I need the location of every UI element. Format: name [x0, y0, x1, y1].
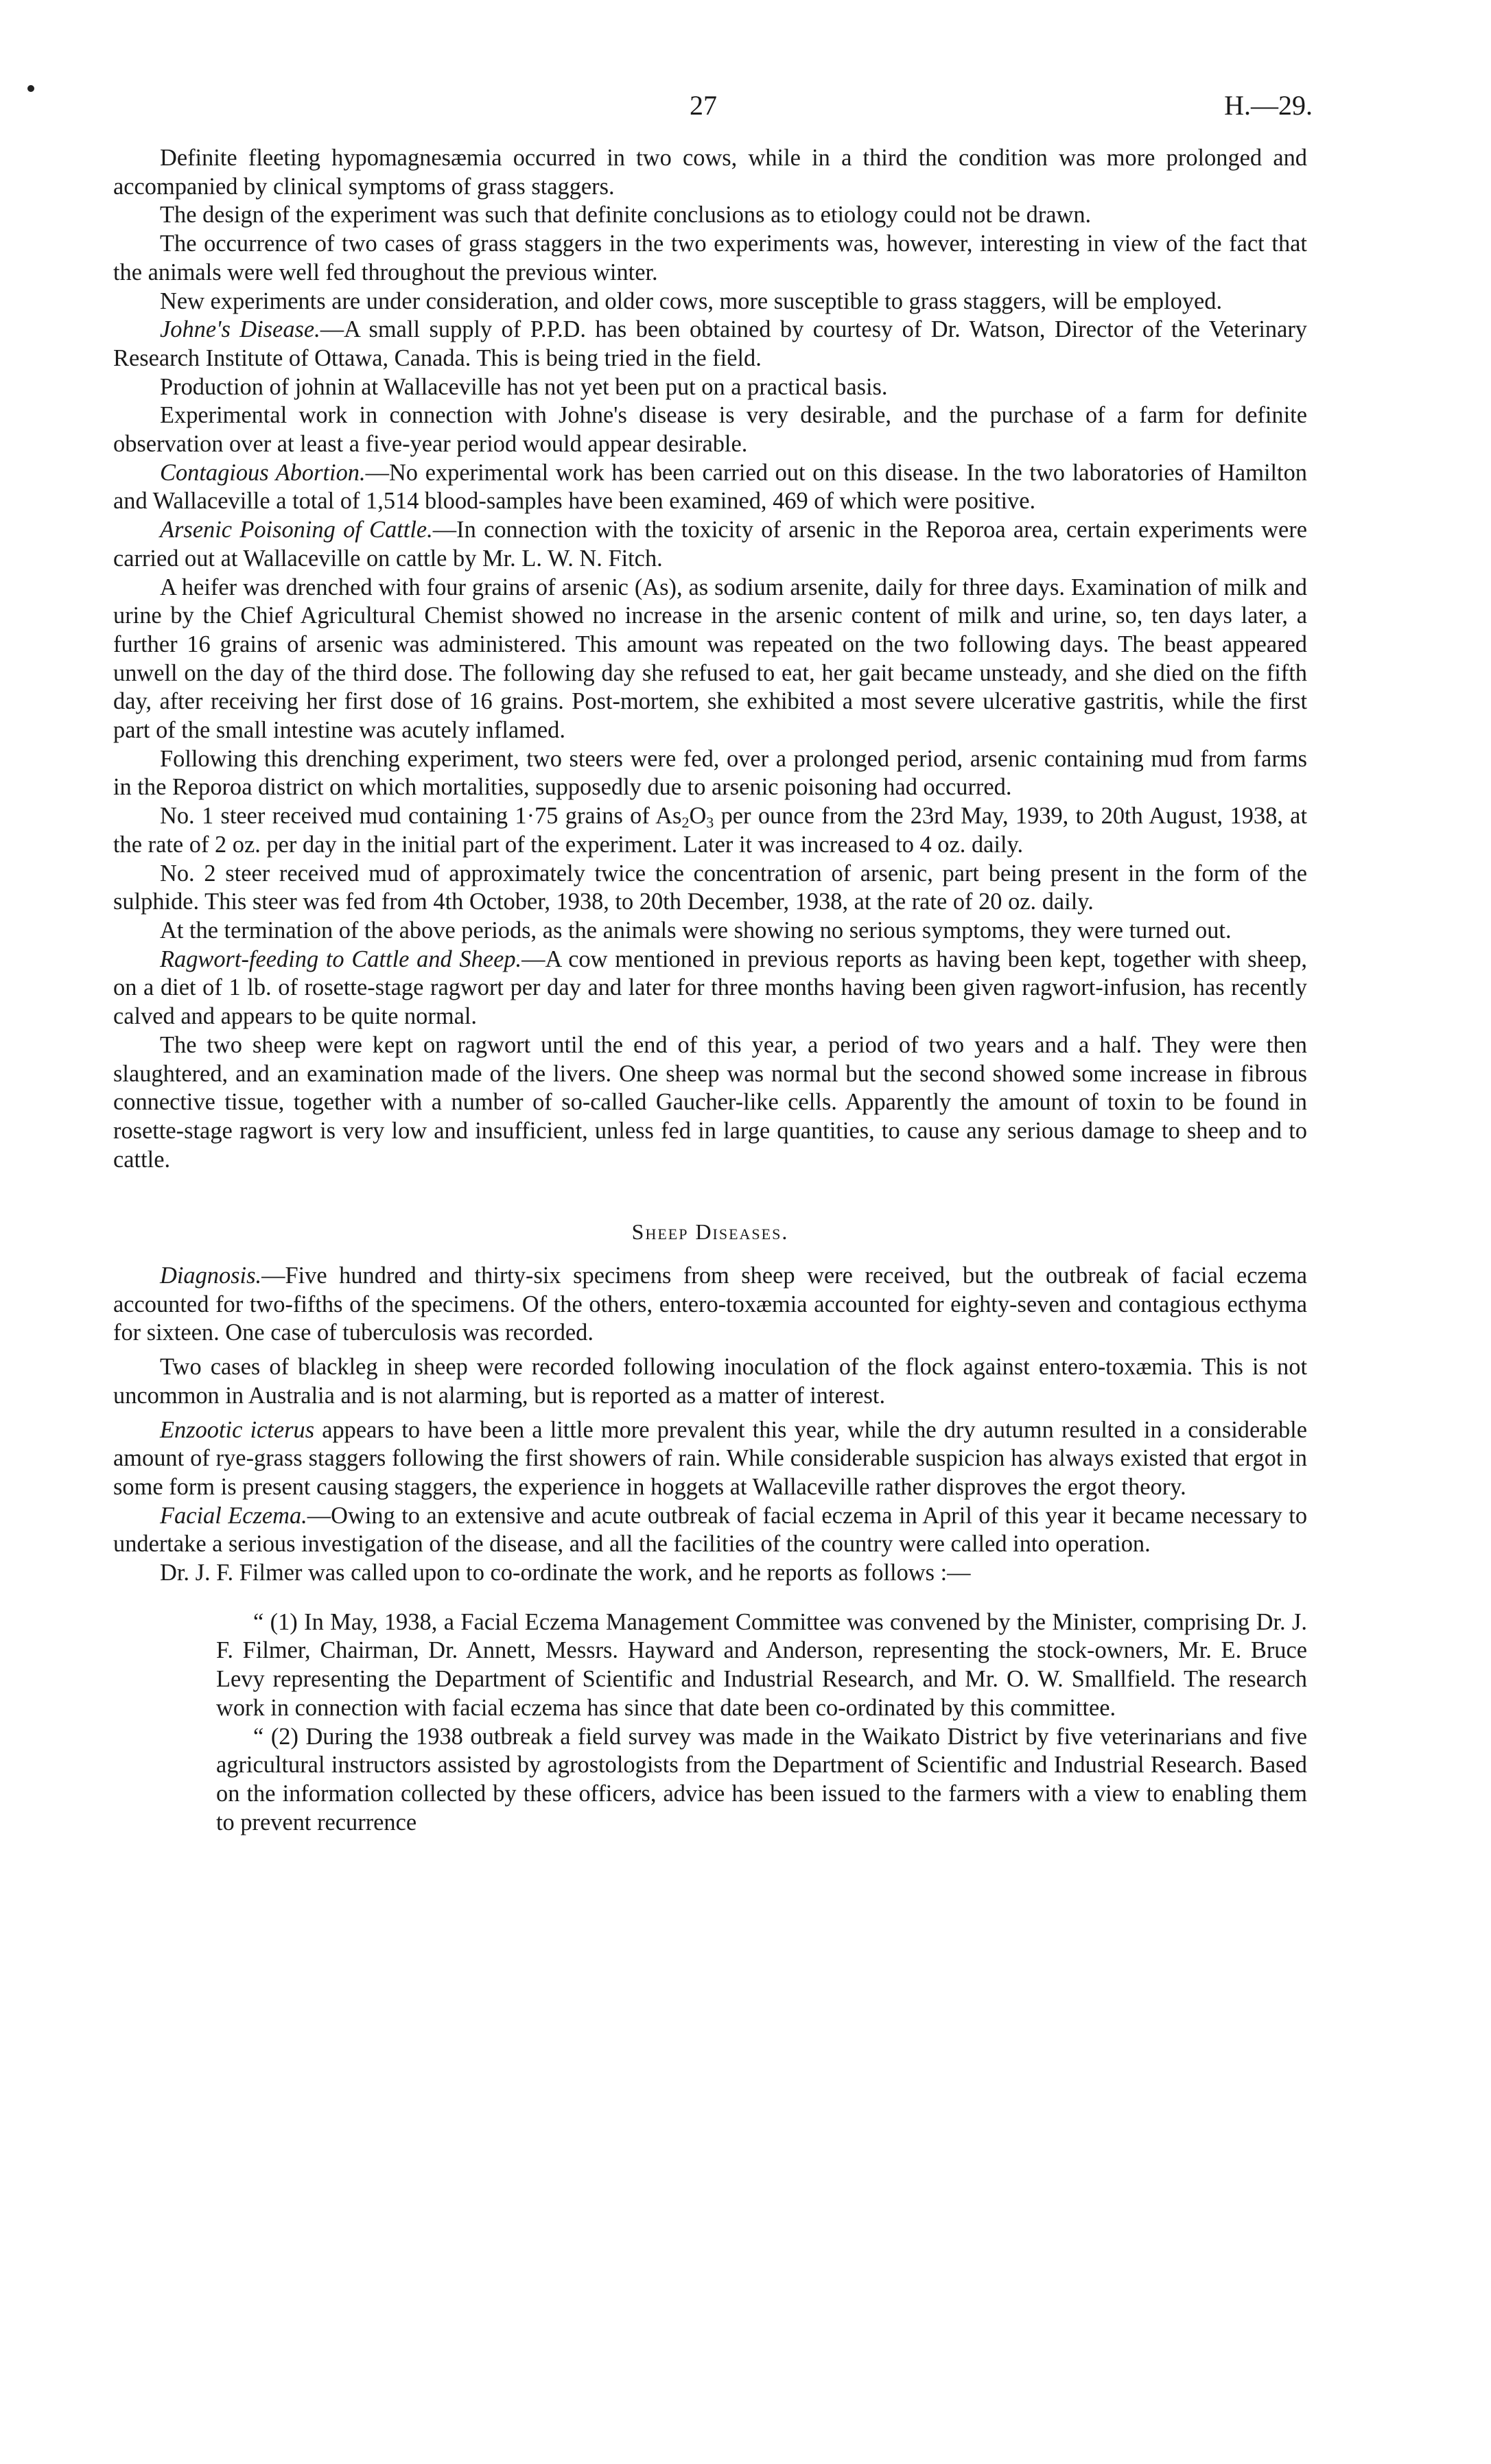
page-header	[113, 89, 1313, 144]
paragraph: The design of the experiment was such that definite conclusions as to etiology could not be drawn.	[160, 202, 1092, 228]
ink-speck	[27, 85, 34, 92]
subscript: 2	[681, 814, 690, 832]
paragraph: No. 2 steer received mud of approximately twice the concentration of arsenic, part being present in the form of the sulphide. This steer was fed from 4th October, 1938, to 20th December, 1938, at the rate of 20 oz. daily.	[113, 860, 1307, 915]
ragwort-feeding-title: Ragwort-feeding to Cattle and Sheep.	[160, 946, 522, 972]
paragraph-contagious-abortion	[113, 459, 1307, 516]
paragraph: Production of johnin at Wallaceville has not yet been put on a practical basis.	[160, 373, 888, 400]
paragraph: Following this drenching experiment, two steers were fed, over a prolonged period, arsenic containing mud from farms in the Reporoa district on which mortalities, supposedly due to arsenic poisoning had occurred.	[113, 745, 1307, 801]
facial-eczema-text: —Owing to an extensive and acute outbreak of facial eczema in April of this year it became necessary to undertake a serious investigation of the disease, and all the facilities of the country were called into operation.	[113, 1502, 1308, 1558]
johnes-disease-text: —A small supply of P.P.D. has been obtained by courtesy of Dr. Watson, Director of the Veterinary Research Institute of Ottawa, Canada. This is being tried in the field.	[113, 316, 1308, 371]
subscript: 3	[706, 814, 714, 832]
paragraph: Definite fleeting hypomagnesæmia occurred in two cows, while in a third the condition was more prolonged and accompanied by clinical symptoms of grass staggers.	[113, 145, 1307, 200]
steer-1-text-a: No. 1 steer received mud containing 1·75 grains of As	[160, 803, 682, 830]
section-heading-sheep-diseases: Sheep Diseases.	[631, 1219, 789, 1245]
page-number: 27	[690, 90, 717, 121]
quote-paragraph: “ (1) In May, 1938, a Facial Eczema Management Committee was convened by the Minister, comprising Dr. J. F. Filmer, Chairman, Dr. Annett, Messrs. Hayward and Anderson, representing the stock-owners, Mr. E. Bruce Levy representing the Department of Scientific and Industrial Research, and Mr. O. W. Smallfield. The research work in connection with facial eczema has since that date been co-ordinated by this committee.	[216, 1608, 1307, 1721]
document-code: H.—29.	[1224, 90, 1313, 121]
paragraph: The two sheep were kept on ragwort until the end of this year, a period of two years and a half. They were then slaughtered, and an examination made of the livers. One sheep was normal but the second showed some increase in fibrous connective tissue, together with a number of so-called Gaucher-like cells. Apparently the amount of toxin to be found in rosette-stage ragwort is very low and insufficient, unless fed in large quantities, to cause any serious damage to sheep and to cattle.	[113, 1031, 1307, 1173]
arsenic-poisoning-text: —In connection with the toxicity of arsenic in the Reporoa area, certain experiments were carried out at Wallaceville on cattle by Mr. L. W. N. Fitch.	[113, 517, 1308, 572]
facial-eczema-title: Facial Eczema.	[160, 1502, 307, 1529]
paragraph-steer-1	[113, 802, 1307, 859]
johnes-disease-title: Johne's Disease.	[160, 316, 320, 343]
paragraph: Two cases of blackleg in sheep were recorded following inoculation of the flock against entero-toxæmia. This is not uncommon in Australia and is not alarming, but is reported as a matter of interest.	[113, 1354, 1307, 1409]
diagnosis-text: —Five hundred and thirty-six specimens from sheep were received, but the outbreak of facial eczema accounted for two-fifths of the specimens. Of the others, entero-toxæmia accounted for eighty-seven and contagious ecthyma for sixteen. One case of tuberculosis was recorded.	[113, 1263, 1307, 1346]
paragraph: At the termination of the above periods, as the animals were showing no serious symptoms, they were turned out.	[160, 917, 1232, 943]
paragraph: The occurrence of two cases of grass staggers in the two experiments was, however, interesting in view of the fact that the animals were well fed throughout the previous winter.	[113, 231, 1307, 285]
quote-paragraph: “ (2) During the 1938 outbreak a field survey was made in the Waikato District by five veterinarians and five agricultural instructors assisted by agrostologists from the Department of Scientific and Industrial Research. Based on the information collected by these officers, advice has been issued to the farmers with a view to enabling them to prevent recurrence	[216, 1723, 1307, 1835]
paragraph-ragwort-feeding	[113, 946, 1307, 1031]
paragraph-arsenic-poisoning	[113, 516, 1307, 573]
paragraph-diagnosis	[113, 1262, 1307, 1348]
paragraph: Dr. J. F. Filmer was called upon to co-ordinate the work, and he reports as follows :—	[160, 1560, 971, 1586]
contagious-abortion-title: Contagious Abortion.	[160, 459, 366, 486]
body-text	[113, 144, 1307, 1837]
paragraph: Experimental work in connection with Johne's disease is very desirable, and the purchase of a farm for definite observation over at least a five-year period would appear desirable.	[113, 402, 1307, 458]
contagious-abortion-text: —No experimental work has been carried out on this disease. In the two laboratories of Hamilton and Wallaceville a total of 1,514 blood-samples have been examined, 469 of which were positive.	[113, 459, 1307, 515]
arsenic-poisoning-title: Arsenic Poisoning of Cattle.	[160, 517, 433, 543]
diagnosis-title: Diagnosis.	[160, 1263, 262, 1289]
quoted-report	[216, 1608, 1307, 1838]
paragraph-facial-eczema	[113, 1502, 1307, 1559]
enzootic-icterus-title: Enzootic icterus	[160, 1416, 315, 1443]
paragraph-johnes-disease	[113, 316, 1307, 373]
enzootic-icterus-text: appears to have been a little more prevalent this year, while the dry autumn resulted in a considerable amount of rye-grass staggers following the first showers of rain. While considerable suspicion has always existed that ergot in some form is present causing staggers, the experience in hoggets at Wallaceville rather disproves the ergot theory.	[113, 1416, 1307, 1500]
paragraph-enzootic-icterus	[113, 1416, 1307, 1502]
ragwort-feeding-text: —A cow mentioned in previous reports as having been kept, together with sheep, on a diet of 1 lb. of rosette-stage ragwort per day and later for three months having been given ragwort-infusion, has recently calved and appears to be quite normal.	[113, 946, 1307, 1030]
document-page	[113, 89, 1313, 1837]
steer-1-text-c: per ounce from the 23rd May, 1939, to 20th August, 1938, at the rate of 2 oz. per day in the initial part of the experiment. Later it was increased to 4 oz. daily.	[113, 803, 1307, 858]
paragraph: New experiments are under consideration, and older cows, more susceptible to grass staggers, will be employed.	[160, 288, 1223, 314]
steer-1-text-b: O	[689, 803, 707, 830]
paragraph: A heifer was drenched with four grains of arsenic (As), as sodium arsenite, daily for three days. Examination of milk and urine by the Chief Agricultural Chemist showed no increase in the arsenic content of milk and urine, so, ten days later, a further 16 grains of arsenic was administered. This amount was repeated on the two following days. The beast appeared unwell on the day of the third dose. The following day she refused to eat, her gait became unsteady, and she died on the fifth day, after receiving her first dose of 16 grains. Post-mortem, she exhibited a most severe ulcerative gastritis, while the first part of the small intestine was acutely inflamed.	[113, 574, 1307, 744]
